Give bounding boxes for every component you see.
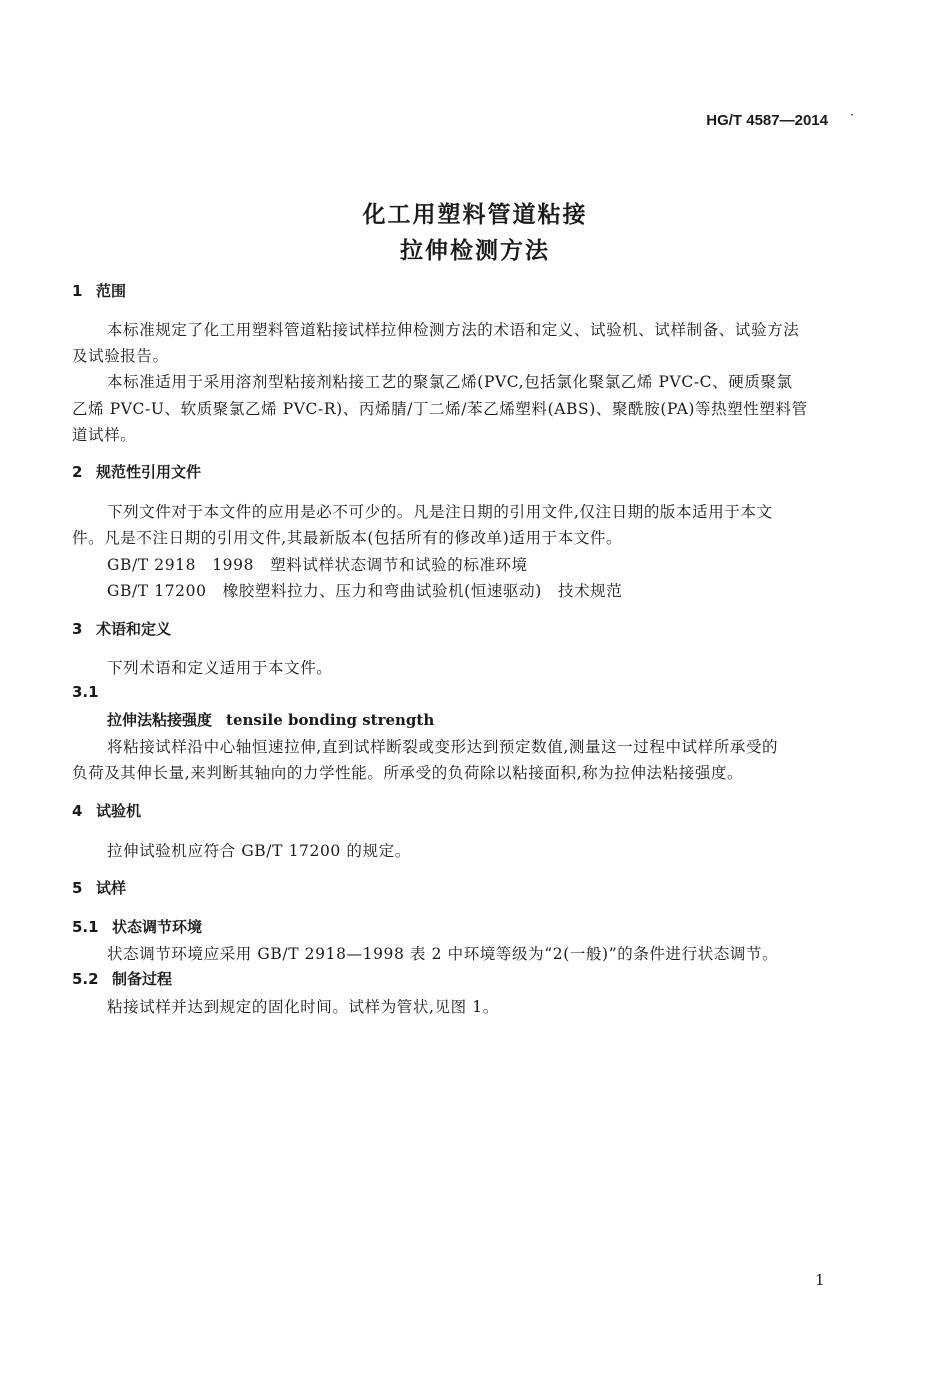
s1-paragraph-2-line-2: 乙烯 PVC-U、软质聚氯乙烯 PVC-R)、丙烯腈/丁二烯/苯乙烯塑料(ABS)、聚酰胺(PA)等热塑性塑料管 [72,400,808,418]
term-entry [107,709,434,730]
s1-paragraph-1-line-1: 本标准规定了化工用塑料管道粘接试样拉伸检测方法的术语和定义、试验机、试样制备、试验方法 [107,321,800,339]
document-title-line2: 拉伸检测方法 [400,238,550,264]
s2-paragraph-line-1: 下列文件对于本文件的应用是必不可少的。凡是注日期的引用文件,仅注日期的版本适用于本文 [107,503,773,521]
subsection-title: 状态调节环境 [112,918,203,936]
standard-code: HG/T 4587—2014 [706,112,828,129]
section-number: 5 [72,879,83,897]
section-number: 1 [72,282,83,300]
section-title: 试验机 [96,802,142,820]
section-2-heading [72,461,201,482]
term-chinese: 拉伸法粘接强度 [107,711,213,729]
subsection-5-1-heading [72,916,202,937]
normative-reference-2: GB/T 17200 橡胶塑料拉力、压力和弯曲试验机(恒速驱动) 技术规范 [107,582,623,600]
s1-paragraph-2-line-3: 道试样。 [72,426,137,444]
subsection-3-1-number: 3.1 [72,683,99,701]
section-title: 范围 [96,282,127,300]
section-3-heading [72,618,171,639]
subsection-number: 5.2 [72,970,99,988]
s3-paragraph: 下列术语和定义适用于本文件。 [107,659,333,677]
s4-paragraph: 拉伸试验机应符合 GB/T 17200 的规定。 [107,842,411,860]
s5-1-paragraph: 状态调节环境应采用 GB/T 2918—1998 表 2 中环境等级为“2(一般)”的条件进行状态调节。 [107,945,779,963]
section-1-heading [72,280,126,301]
section-title: 术语和定义 [96,620,172,638]
subsection-number: 5.1 [72,918,99,936]
page-number: 1 [815,1271,825,1289]
document-title-line1: 化工用塑料管道粘接 [362,202,588,228]
section-number: 4 [72,802,83,820]
term-english: tensile bonding strength [226,711,435,729]
section-4-heading [72,800,141,821]
section-5-heading [72,877,126,898]
section-title: 规范性引用文件 [96,463,202,481]
subsection-5-2-heading [72,968,172,989]
header-mark: · [850,108,854,122]
section-title: 试样 [96,879,127,897]
section-number: 2 [72,463,83,481]
term-definition-line-1: 将粘接试样沿中心轴恒速拉伸,直到试样断裂或变形达到预定数值,测量这一过程中试样所承受的 [107,738,779,756]
s1-paragraph-1-line-2: 及试验报告。 [72,347,169,365]
normative-reference-1: GB/T 2918 1998 塑料试样状态调节和试验的标准环境 [107,556,528,574]
subsection-title: 制备过程 [112,970,173,988]
s5-2-paragraph: 粘接试样并达到规定的固化时间。试样为管状,见图 1。 [107,998,499,1016]
section-number: 3 [72,620,83,638]
s1-paragraph-2-line-1: 本标准适用于采用溶剂型粘接剂粘接工艺的聚氯乙烯(PVC,包括氯化聚氯乙烯 PVC-C、硬质聚氯 [107,373,793,391]
term-definition-line-2: 负荷及其伸长量,来判断其轴向的力学性能。所承受的负荷除以粘接面积,称为拉伸法粘接强度。 [72,764,744,782]
s2-paragraph-line-2: 件。凡是不注日期的引用文件,其最新版本(包括所有的修改单)适用于本文件。 [72,529,623,547]
